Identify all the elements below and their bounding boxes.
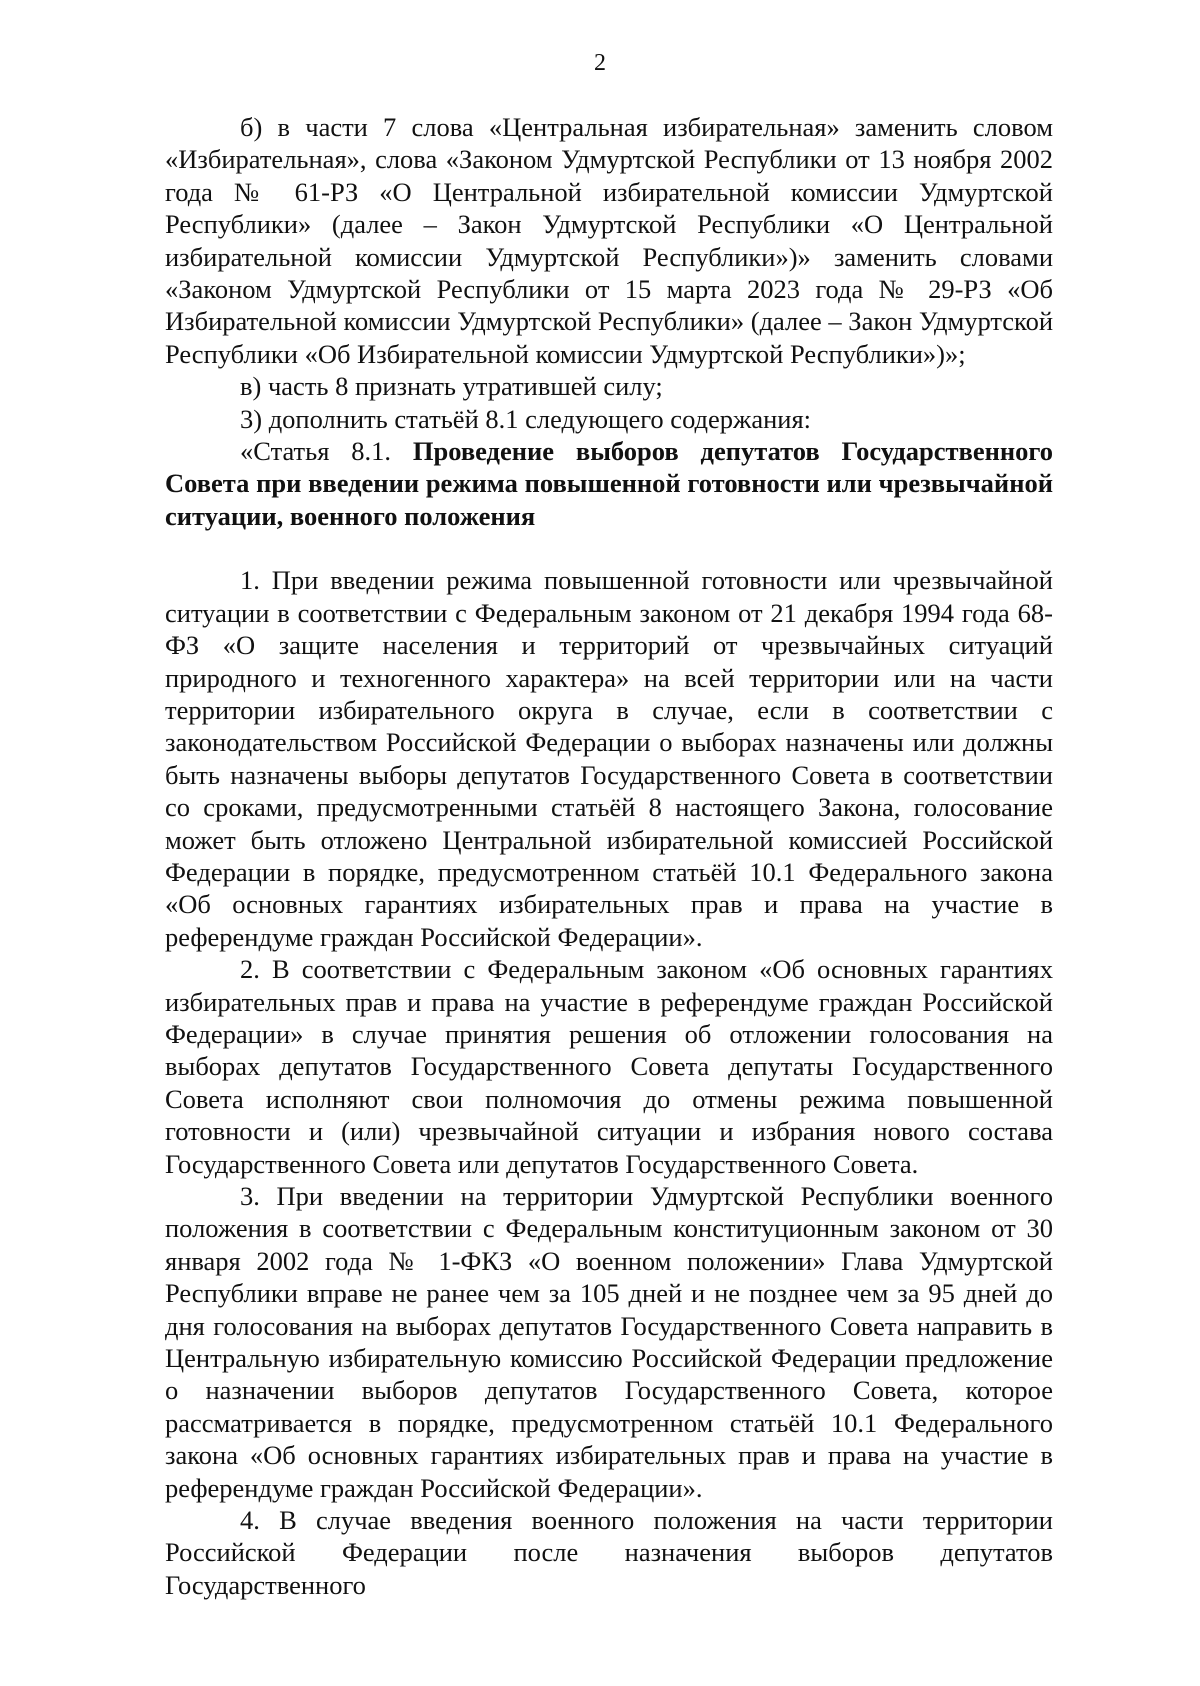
article-item-4: 4. В случае введения военного положения на части территории Российской Федерации после назначения выборов депутатов Государственного bbox=[165, 1505, 1053, 1600]
blank-line bbox=[165, 532, 1053, 564]
article-heading bbox=[165, 435, 1053, 532]
article-item-3: 3. При введении на территории Удмуртской Республики военного положения в соответствии с Федеральным конституционным законом от 30 января 2002 года № 1-ФКЗ «О военном положении» Глава Удмуртской Республики вправе не ранее чем за 105 дней и не позднее чем за 95 дней до дня голосования на выборах депутатов Государственного Совета направить в Центральную избирательную комиссию Российской Федерации предложение о назначении выборов депутатов Государственного Совета, которое рассматривается в порядке, предусмотренном статьёй 10.1 Федерального закона «Об основных гарантиях избирательных прав и права на участие в референдуме граждан Российской Федерации». bbox=[165, 1181, 1053, 1503]
page-number: 2 bbox=[594, 50, 606, 76]
document-body bbox=[165, 111, 1053, 1601]
paragraph-add-article: 3) дополнить статьёй 8.1 следующего содержания: bbox=[240, 403, 812, 434]
paragraph-amendment-part7: б) в части 7 слова «Центральная избирательная» заменить словом «Избирательная», слова «Законом Удмуртской Республики от 13 ноября 2002 года № 61-РЗ «О Центральной избирательной комиссии Удмуртской Республики» (далее – Закон Удмуртской Республики «О Центральной избирательной комиссии Удмуртской Республики»)» заменить словами «Законом Удмуртской Республики от 15 марта 2023 года № 29-РЗ «Об Избирательной комиссии Удмуртской Республики» (далее – Закон Удмуртской Республики «Об Избирательной комиссии Удмуртской Республики»)»; bbox=[165, 112, 1053, 369]
article-number: «Статья 8.1. bbox=[240, 436, 413, 467]
article-item-1: 1. При введении режима повышенной готовности или чрезвычайной ситуации в соответствии с Федеральным законом от 21 декабря 1994 года 68-ФЗ «О защите населения и территорий от чрезвычайных ситуаций природного и техногенного характера» на всей территории или на части территории избирательного округа в случае, если в соответствии с законодательством Российской Федерации о выборах назначены или должны быть назначены выборы депутатов Государственного Совета в соответствии со сроками, предусмотренными статьёй 8 настоящего Закона, голосование может быть отложено Центральной избирательной комиссией Российской Федерации в порядке, предусмотренном статьёй 10.1 Федерального закона «Об основных гарантиях избирательных прав и права на участие в референдуме граждан Российской Федерации». bbox=[165, 565, 1053, 952]
article-title: Проведение выборов депутатов Государственного Совета при введении режима повышенной готовности или чрезвычайной ситуации, военного положения bbox=[165, 436, 1053, 531]
paragraph-amendment-part8: в) часть 8 признать утратившей силу; bbox=[240, 371, 663, 402]
article-item-2: 2. В соответствии с Федеральным законом «Об основных гарантиях избирательных прав и права на участие в референдуме граждан Российской Федерации» в случае принятия решения об отложении голосования на выборах депутатов Государственного Совета депутаты Государственного Совета исполняют свои полномочия до отмены режима повышенной готовности и (или) чрезвычайной ситуации и избрания нового состава Государственного Совета или депутатов Государственного Совета. bbox=[165, 954, 1053, 1179]
